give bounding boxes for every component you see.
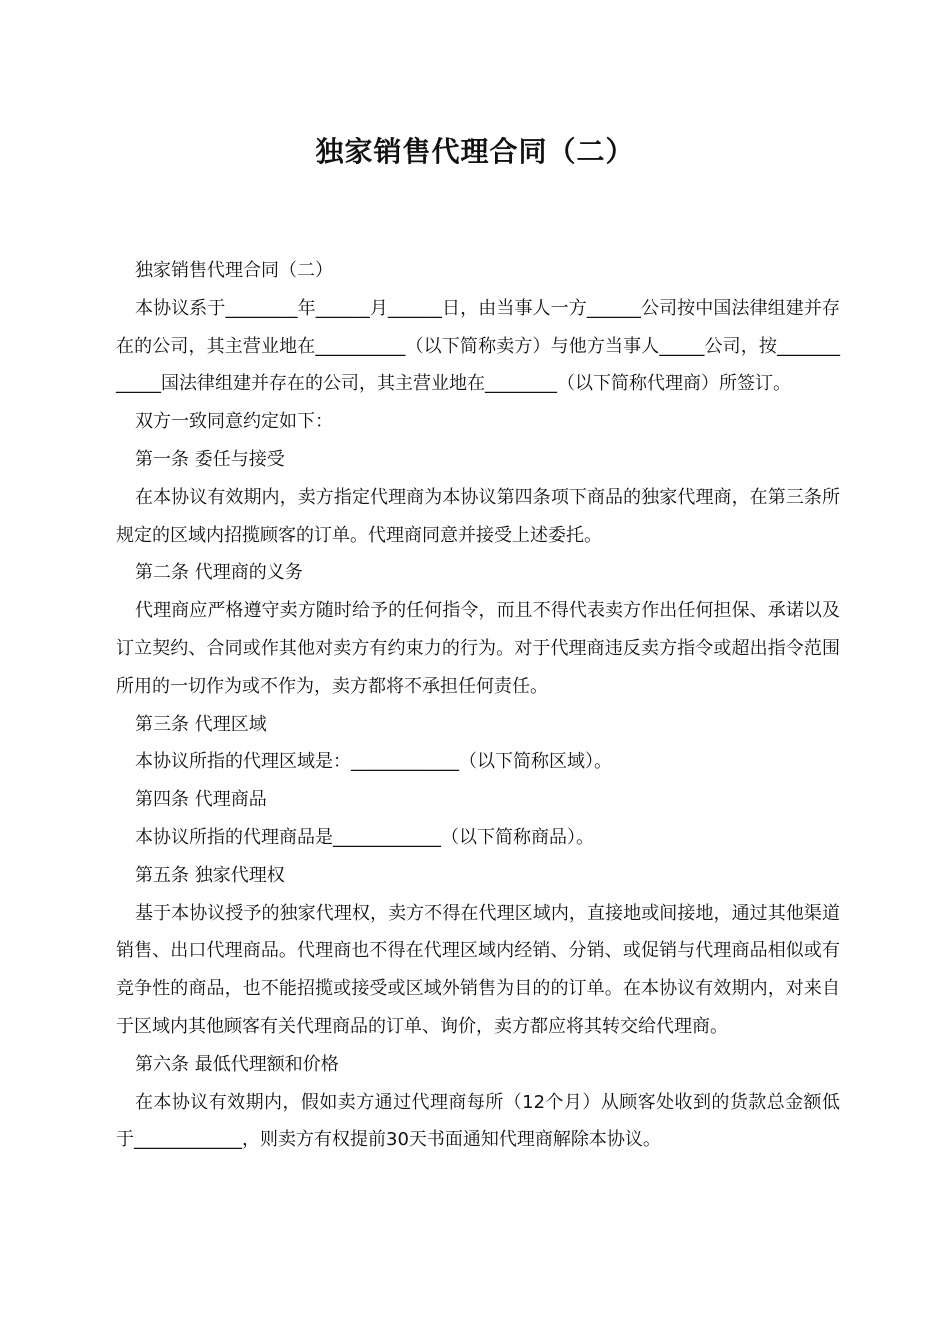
article-1-heading: 第一条 委任与接受 [135, 448, 285, 470]
document-title: 独家销售代理合同（二） [315, 135, 635, 168]
article-4-text: 本协议所指的代理商品是____________（以下简称商品）。 [135, 826, 594, 848]
article-3-text: 本协议所指的代理区域是：____________（以下简称区域）。 [135, 751, 612, 773]
article-6-heading: 第六条 最低代理额和价格 [135, 1053, 339, 1075]
article-3-heading: 第三条 代理区域 [135, 713, 267, 735]
article-6-text: 在本协议有效期内，假如卖方通过代理商每所（12个月）从顾客处收到的货款总金额低于____________，则卖方有权提前30天书面通知代理商解除本协议。 [116, 1091, 840, 1151]
article-5-heading: 第五条 独家代理权 [135, 864, 285, 886]
paragraph-preamble: 本协议系于________年______月______日，由当事人一方______公司按中国法律组建并存在的公司，其主营业地在__________（以下简称卖方）与他方当事人_____公司，按____________国法律组建并存在的公司，其主营业地在________（以下简称代理商）所签订。 [116, 297, 840, 395]
article-1-text: 在本协议有效期内，卖方指定代理商为本协议第四条项下商品的独家代理商，在第三条所规定的区域内招揽顾客的订单。代理商同意并接受上述委托。 [116, 486, 840, 546]
paragraph-agreement-intro: 双方一致同意约定如下： [135, 411, 333, 433]
article-2-text: 代理商应严格遵守卖方随时给予的任何指令，而且不得代表卖方作出任何担保、承诺以及订立契约、合同或作其他对卖方有约束力的行为。对于代理商违反卖方指令或超出指令范围所用的一切作为或不作为，卖方都将不承担任何责任。 [116, 600, 840, 697]
article-5-text: 基于本协议授予的独家代理权，卖方不得在代理区域内，直接地或间接地，通过其他渠道销售、出口代理商品。代理商也不得在代理区域内经销、分销、或促销与代理商品相似或有竞争性的商品，也不能招揽或接受或区域外销售为目的的订单。在本协议有效期内，对来自于区域内其他顾客有关代理商品的订单、询价，卖方都应将其转交给代理商。 [116, 902, 840, 1037]
article-2-heading: 第二条 代理商的义务 [135, 562, 303, 584]
document-body [116, 252, 840, 1159]
article-4-heading: 第四条 代理商品 [135, 789, 267, 811]
paragraph-subtitle: 独家销售代理合同（二） [135, 260, 333, 281]
